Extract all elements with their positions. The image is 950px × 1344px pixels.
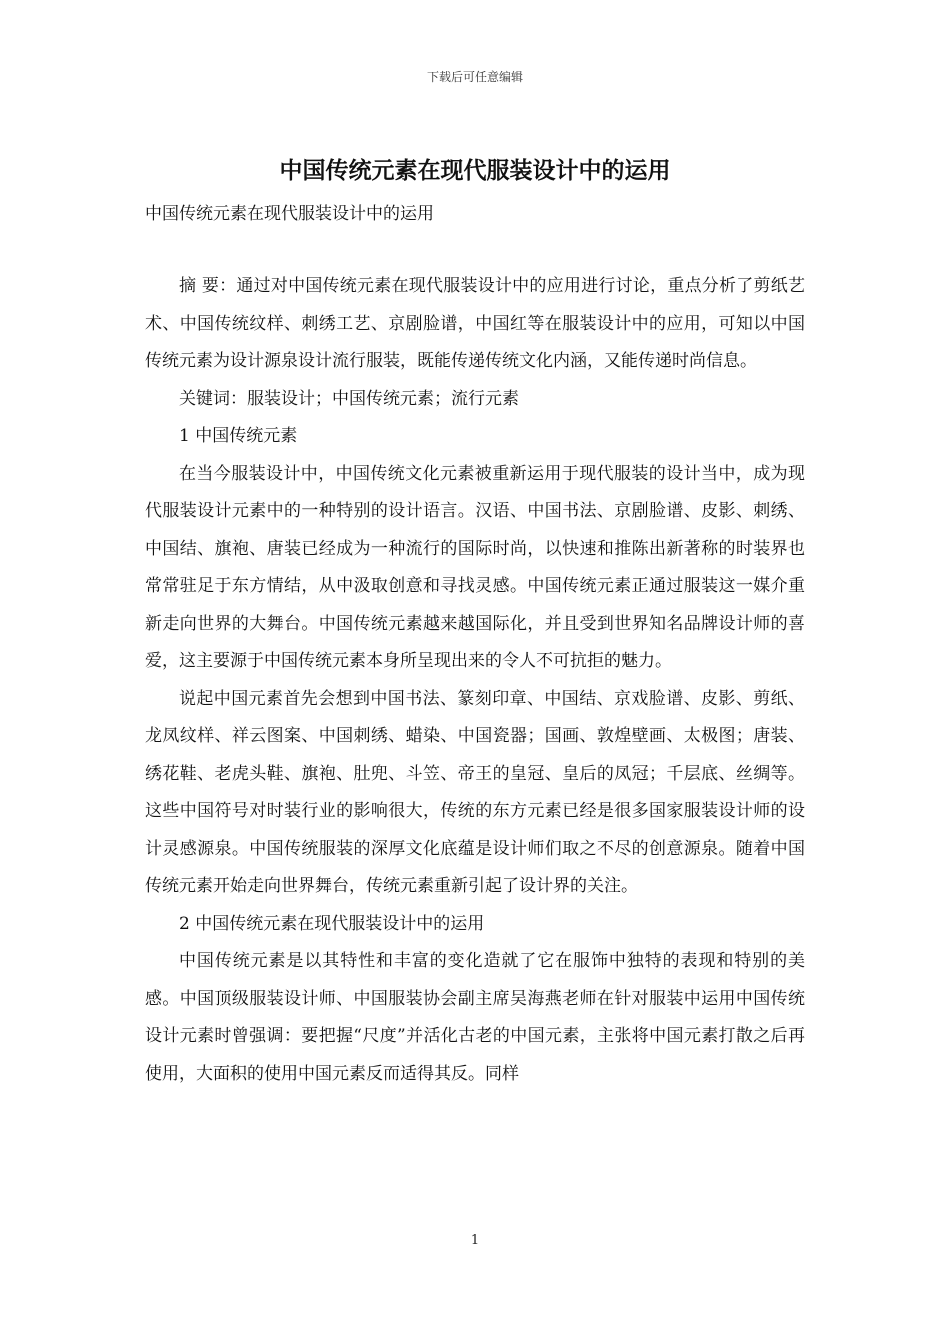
section-2-paragraph-1: 中国传统元素是以其特性和丰富的变化造就了它在服饰中独特的表现和特别的美感。中国顶级服装设计师、中国服装协会副主席吴海燕老师在针对服装中运用中国传统设计元素时曾强调：要把握“尺度”并活化古老的中国元素，主张将中国元素打散之后再使用，大面积的使用中国元素反而适得其反。同样 — [145, 951, 805, 1084]
abstract-paragraph: 摘 要：通过对中国传统元素在现代服装设计中的应用进行讨论，重点分析了剪纸艺术、中国传统纹样、刺绣工艺、京剧脸谱，中国红等在服装设计中的应用，可知以中国传统元素为设计源泉设计流行服装，既能传递传统文化内涵，又能传递时尚信息。 — [145, 276, 805, 371]
document-subtitle: 中国传统元素在现代服装设计中的运用 — [145, 204, 434, 224]
section-2-heading: 2 中国传统元素在现代服装设计中的运用 — [179, 913, 485, 934]
document-title: 中国传统元素在现代服装设计中的运用 — [279, 158, 671, 184]
document-body — [145, 268, 805, 1093]
page-number: 1 — [470, 1233, 480, 1248]
keywords-line: 关键词：服装设计；中国传统元素；流行元素 — [179, 388, 519, 409]
section-1-paragraph-1: 在当今服装设计中，中国传统文化元素被重新运用于现代服装的设计当中，成为现代服装设计元素中的一种特别的设计语言。汉语、中国书法、京剧脸谱、皮影、刺绣、中国结、旗袍、唐装已经成为一种流行的国际时尚，以快速和推陈出新著称的时装界也常常驻足于东方情结，从中汲取创意和寻找灵感。中国传统元素正通过服装这一媒介重新走向世界的大舞台。中国传统元素越来越国际化，并且受到世界知名品牌设计师的喜爱，这主要源于中国传统元素本身所呈现出来的令人不可抗拒的魅力。 — [145, 463, 805, 671]
section-1-heading: 1 中国传统元素 — [179, 426, 298, 446]
section-1-paragraph-2: 说起中国元素首先会想到中国书法、篆刻印章、中国结、京戏脸谱、皮影、剪纸、龙凤纹样、祥云图案、中国刺绣、蜡染、中国瓷器；国画、敦煌壁画、太极图；唐装、绣花鞋、老虎头鞋、旗袍、肚兜、斗笠、帝王的皇冠、皇后的凤冠；千层底、丝绸等。这些中国符号对时装行业的影响很大，传统的东方元素已经是很多国家服装设计师的设计灵感源泉。中国传统服装的深厚文化底蕴是设计师们取之不尽的创意源泉。随着中国传统元素开始走向世界舞台，传统元素重新引起了设计界的关注。 — [145, 688, 805, 896]
header-note: 下载后可任意编辑 — [426, 70, 523, 84]
